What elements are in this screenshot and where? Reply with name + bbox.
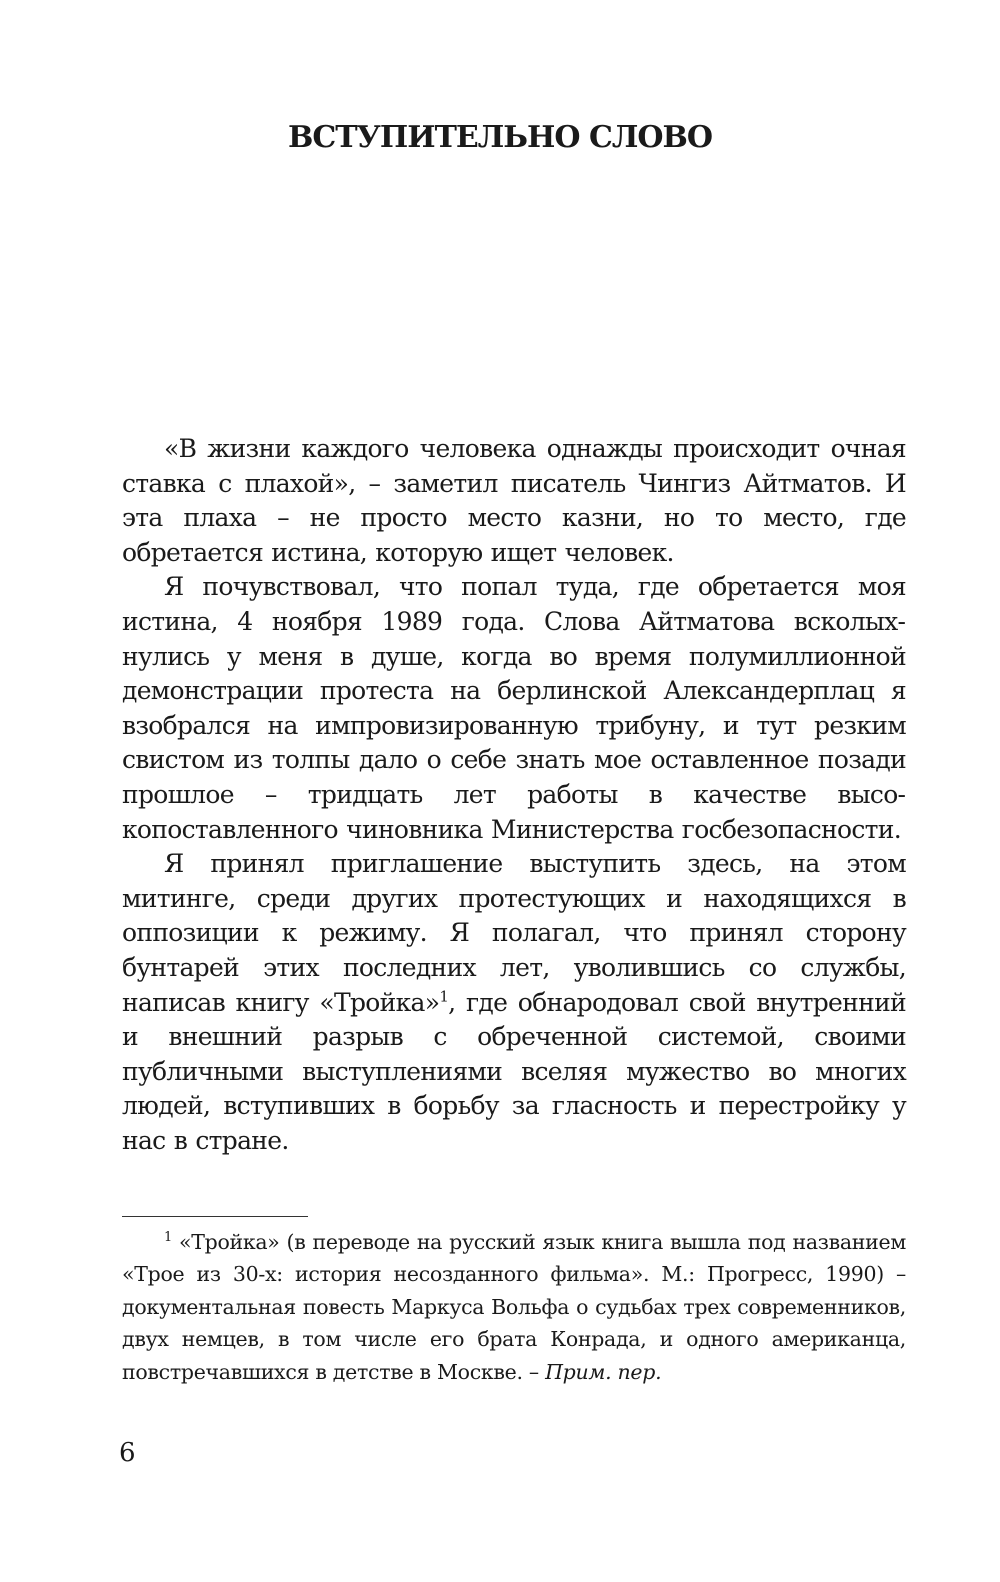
body-text	[122, 432, 906, 1158]
paragraph-3	[122, 847, 906, 1158]
footnote-marker: 1	[164, 1230, 172, 1246]
paragraph-2: Я почувствовал, что попал туда, где обретается моя истина, 4 ноября 1989 года. Слова Айтматова всколыхнулись у меня в душе, когда во время полумиллионной демонстрации протеста на берлинской Александерплац я взобрался на импровизированную трибуну, и тут резким свистом из толпы дало о себе знать мое оставленное позади прошлое – тридцать лет работы в качестве высокопоставленного чиновника Министерства госбезопасности.	[122, 572, 906, 844]
footnote-divider	[122, 1216, 308, 1217]
footnote	[122, 1226, 906, 1388]
paragraph-3-text-after-note: , где обнародовал свой внутренний и внешний разрыв с обреченной системой, своими публичными выступлениями вселяя мужество во многих людей, вступивших в борьбу за гласность и перестройку у нас в стране.	[122, 987, 907, 1155]
footnote-text: «Тройка» (в переводе на русский язык книга вышла под названием «Трое из 30-х: история несозданного фильма». М.: Прогресс, 1990) – документальная повесть Маркуса Вольфа о судьбах трех современников, двух немцев, в том числе его брата Конрада, и одного американца, повстречавшихся в детстве в Москве. –	[122, 1230, 906, 1384]
paragraph-1: «В жизни каждого человека однажды происходит очная ставка с плахой», – заметил писатель Чингиз Айтматов. И эта плаха – не просто место казни, но то место, где обретается истина, которую ищет человек.	[122, 434, 906, 567]
footnote-reference: 1	[439, 987, 449, 1006]
translator-note-label: Прим. пер.	[545, 1359, 662, 1384]
paragraph-3-text-before-note: Я принял приглашение выступить здесь, на этом митинге, среди других протестующих и находящихся в оппозиции к режиму. Я полагал, что принял сторону бунтарей этих последних лет, уволившись со службы, написав книгу «Тройка»	[122, 849, 906, 1017]
page-title: ВСТУПИТЕЛЬНО СЛОВО	[287, 120, 712, 155]
page-number: 6	[119, 1438, 136, 1468]
